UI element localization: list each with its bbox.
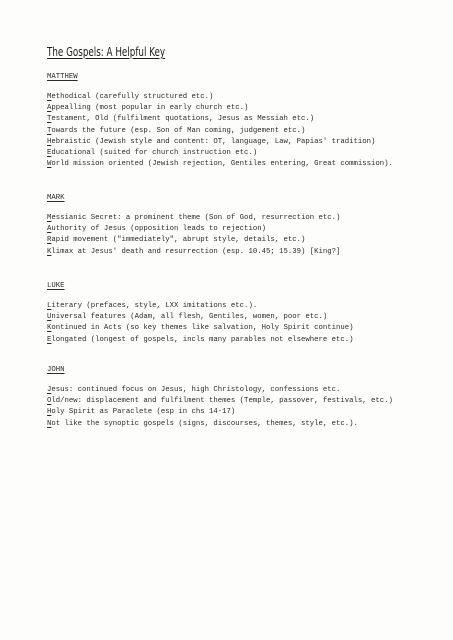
acrostic-line xyxy=(47,137,393,148)
section-matthew xyxy=(47,72,393,170)
acrostic-letter: E xyxy=(47,148,52,157)
acrostic-line xyxy=(47,148,393,159)
acrostic-list xyxy=(47,213,340,258)
acrostic-text: ppealling (most popular in early church etc.) xyxy=(51,104,249,113)
acrostic-line xyxy=(47,385,393,396)
acrostic-letter: W xyxy=(47,160,52,169)
acrostic-text: limax at Jesus' death and resurrection (esp. 10.45; 15.39) [King?] xyxy=(51,247,341,256)
acrostic-letter: K xyxy=(47,247,52,256)
acrostic-line xyxy=(47,103,393,114)
acrostic-text: owards the future (esp. Son of Man coming, judgement etc.) xyxy=(51,126,306,135)
acrostic-letter: T xyxy=(47,115,52,124)
acrostic-letter: M xyxy=(47,93,52,101)
acrostic-text: ot like the synoptic gospels (signs, discourses, themes, style, etc.). xyxy=(51,419,358,428)
acrostic-letter: L xyxy=(47,302,52,310)
acrostic-letter: R xyxy=(47,236,52,245)
acrostic-text: ducational (suited for church instruction etc.) xyxy=(51,148,258,157)
acrostic-text: ethodical (carefully structured etc.) xyxy=(51,93,214,101)
acrostic-line xyxy=(47,114,393,125)
acrostic-letter: U xyxy=(47,313,52,322)
acrostic-text: esus: continued focus on Jesus, high Christology, confessions etc. xyxy=(51,386,341,394)
acrostic-line xyxy=(47,419,393,430)
acrostic-text: niversal features (Adam, all flesh, Gentiles, women, poor etc.) xyxy=(51,313,328,322)
acrostic-letter: H xyxy=(47,137,52,146)
acrostic-text: uthority of Jesus (opposition leads to rejection) xyxy=(51,225,266,234)
acrostic-letter: K xyxy=(47,324,52,333)
acrostic-line xyxy=(47,396,393,407)
acrostic-list xyxy=(47,301,354,346)
acrostic-line xyxy=(47,312,354,323)
acrostic-letter: H xyxy=(47,408,52,417)
acrostic-text: longated (longest of gospels, incls many parables not elsewhere etc.) xyxy=(51,335,354,344)
section-heading: JOHN xyxy=(47,366,65,374)
section-heading: MATTHEW xyxy=(47,73,78,81)
acrostic-line xyxy=(47,335,354,346)
acrostic-line xyxy=(47,126,393,137)
acrostic-letter: O xyxy=(47,397,52,406)
acrostic-text: essianic Secret: a prominent theme (Son of God, resurrection etc.) xyxy=(51,214,341,222)
acrostic-line xyxy=(47,247,340,258)
section-mark xyxy=(47,193,340,258)
acrostic-letter: J xyxy=(47,386,52,394)
acrostic-letter: T xyxy=(47,126,52,135)
section-john xyxy=(47,365,393,430)
acrostic-line xyxy=(47,323,354,334)
acrostic-line xyxy=(47,92,393,103)
acrostic-list xyxy=(47,92,393,170)
acrostic-letter: M xyxy=(47,214,52,222)
acrostic-text: iterary (prefaces, style, LXX imitations etc.). xyxy=(51,302,258,310)
acrostic-line xyxy=(47,301,354,312)
acrostic-line xyxy=(47,213,340,224)
acrostic-text: ontinued in Acts (so key themes like salvation, Holy Spirit continue) xyxy=(51,324,354,333)
acrostic-text: ebraistic (Jewish style and content: OT, language, Law, Papias' tradition) xyxy=(51,137,376,146)
acrostic-letter: A xyxy=(47,225,52,234)
acrostic-letter: E xyxy=(47,335,52,344)
acrostic-list xyxy=(47,385,393,430)
section-luke xyxy=(47,281,354,346)
acrostic-text: oly Spirit as Paraclete (esp in chs 14-17) xyxy=(51,408,236,417)
acrostic-text: ld/new: displacement and fulfilment themes (Temple, passover, festivals, etc.) xyxy=(51,397,393,406)
acrostic-letter: N xyxy=(47,419,52,428)
acrostic-line xyxy=(47,407,393,418)
acrostic-line xyxy=(47,159,393,170)
section-heading: LUKE xyxy=(47,282,65,290)
acrostic-line xyxy=(47,224,340,235)
acrostic-text: apid movement ("immediately", abrupt style, details, etc.) xyxy=(51,236,306,245)
acrostic-text: orld mission oriented (Jewish rejection, Gentiles entering, Great commission). xyxy=(51,160,393,169)
section-heading: MARK xyxy=(47,194,65,202)
acrostic-text: estament, Old (fulfilment quotations, Jesus as Messiah etc.) xyxy=(51,115,315,124)
acrostic-letter: A xyxy=(47,104,52,113)
acrostic-line xyxy=(47,235,340,246)
page-title: The Gospels: A Helpful Key xyxy=(47,44,166,59)
